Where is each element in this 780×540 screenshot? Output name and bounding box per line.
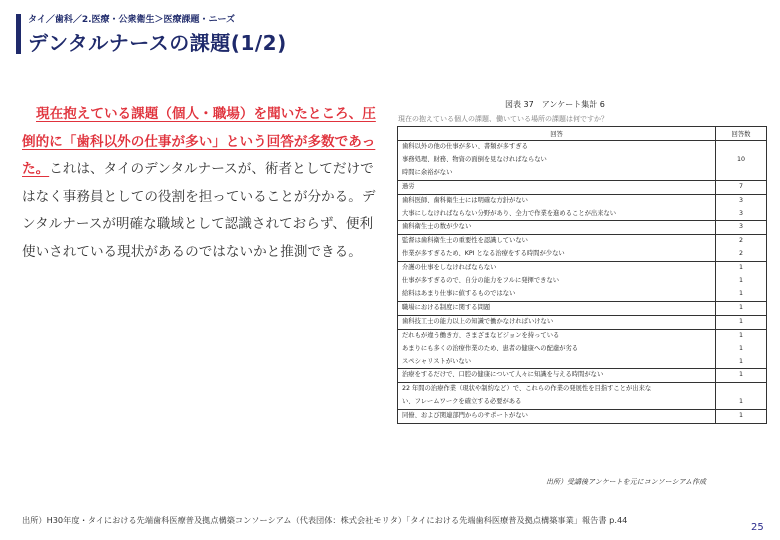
count-cell: 1 (716, 329, 767, 342)
table-row (398, 235, 767, 248)
count-cell: 10 (716, 154, 767, 167)
answer-cell: 大事にしなければならない分野があり、全力で作業を進めることが出来ない (398, 208, 716, 221)
count-cell: 1 (716, 343, 767, 356)
figure-note: 出所）受講後アンケートを元にコンソーシアム作成 (546, 478, 706, 486)
answer-cell: 歯科技工士の能力以上の知識で働かなければいけない (398, 315, 716, 329)
table-row (398, 356, 767, 369)
survey-table (397, 126, 767, 424)
table-row (398, 329, 767, 342)
count-cell (716, 383, 767, 396)
page-number: 25 (751, 522, 764, 533)
answer-cell: だれもが違う働き方、さまざまなビジョンを持っている (398, 329, 716, 342)
column-header-count: 回答数 (716, 127, 767, 141)
answer-cell: 歯科医師、歯科衛生士には明確な方針がない (398, 194, 716, 207)
column-header-answer: 回答 (398, 127, 716, 141)
table-row (398, 167, 767, 180)
highlight-text: 現在抱えている課題（個人・職場）を聞いたところ、圧倒的に「歯科以外の仕事が多い」という回答が多数であった。 (22, 106, 376, 177)
table-row (398, 369, 767, 383)
source-citation: 出所）H30年度・タイにおける先端歯科医療普及拠点構築コンソーシアム（代表団体：株式会社モリタ）「タイにおける先端歯科医療普及拠点構築事業」報告書 p.44 (22, 515, 628, 525)
figure-title: 図表 37 アンケート集計 6 (505, 100, 605, 109)
count-cell: 1 (716, 288, 767, 301)
answer-cell: 時間に余裕がない (398, 167, 716, 180)
answer-cell: 仕事が多すぎるので、自分の能力をフルに発揮できない (398, 275, 716, 288)
table-row (398, 288, 767, 301)
count-cell: 1 (716, 315, 767, 329)
answer-cell: 22 年間の治療作業（現状や制約など）で、これらの作業の発展性を目指すことが出来な (398, 383, 716, 396)
count-cell: 3 (716, 221, 767, 235)
table-row (398, 194, 767, 207)
count-cell: 1 (716, 369, 767, 383)
survey-table-body (398, 141, 767, 424)
count-cell (716, 167, 767, 180)
table-row (398, 275, 767, 288)
table-row (398, 248, 767, 261)
count-cell: 7 (716, 180, 767, 194)
table-row (398, 410, 767, 424)
answer-cell: 事務処理、財務、物資の面倒を見なければならない (398, 154, 716, 167)
count-cell: 3 (716, 208, 767, 221)
answer-cell: 職場における制度に関する問題 (398, 301, 716, 315)
count-cell: 1 (716, 275, 767, 288)
page-title: デンタルナースの課題(1/2) (28, 31, 287, 55)
answer-cell: 歯科衛生士の数が少ない (398, 221, 716, 235)
body-paragraph: これは、タイのデンタルナースが、術者としてだけではなく事務員としての役割を担っていることが分かる。デンタルナースが明確な職域として認識されておらず、便利使いされている現状があるのではないかと推測できる。 (22, 161, 376, 260)
count-cell: 1 (716, 262, 767, 275)
count-cell: 2 (716, 248, 767, 261)
count-cell: 1 (716, 396, 767, 409)
answer-cell: あまりにも多くの治療作業のため、患者の健康への配慮が劣る (398, 343, 716, 356)
table-row (398, 301, 767, 315)
body-text (22, 101, 384, 266)
table-row (398, 383, 767, 396)
answer-cell: 監督は歯科衛生士の重要性を認識していない (398, 235, 716, 248)
answer-cell: 介護の仕事をしなければならない (398, 262, 716, 275)
table-row (398, 141, 767, 154)
answer-cell: い、フレームワークを確立する必要がある (398, 396, 716, 409)
count-cell (716, 141, 767, 154)
breadcrumb: タイ／歯科／2.医療・公衆衛生＞医療課題・ニーズ (28, 15, 236, 25)
count-cell: 1 (716, 410, 767, 424)
table-row (398, 221, 767, 235)
figure-question: 現在の抱えている個人の課題、働いている場所の課題は何ですか？ (398, 115, 608, 123)
answer-cell: スペシャリストがいない (398, 356, 716, 369)
table-row (398, 315, 767, 329)
count-cell: 2 (716, 235, 767, 248)
table-row (398, 262, 767, 275)
title-accent-bar (16, 14, 21, 54)
answer-cell: 治療をするだけで、口腔の健康について人々に知識を与える時間がない (398, 369, 716, 383)
table-row (398, 208, 767, 221)
answer-cell: 過労 (398, 180, 716, 194)
count-cell: 1 (716, 301, 767, 315)
answer-cell: 歯科以外の他の仕事が多い、書類が多すぎる (398, 141, 716, 154)
table-row (398, 180, 767, 194)
table-row (398, 154, 767, 167)
count-cell: 1 (716, 356, 767, 369)
answer-cell: 給料はあまり仕事に値するものではない (398, 288, 716, 301)
count-cell: 3 (716, 194, 767, 207)
table-row (398, 396, 767, 409)
table-row (398, 343, 767, 356)
answer-cell: 作業が多すぎるため、KPI となる治療をする時間が少ない (398, 248, 716, 261)
answer-cell: 同僚、および関連部門からのサポートがない (398, 410, 716, 424)
